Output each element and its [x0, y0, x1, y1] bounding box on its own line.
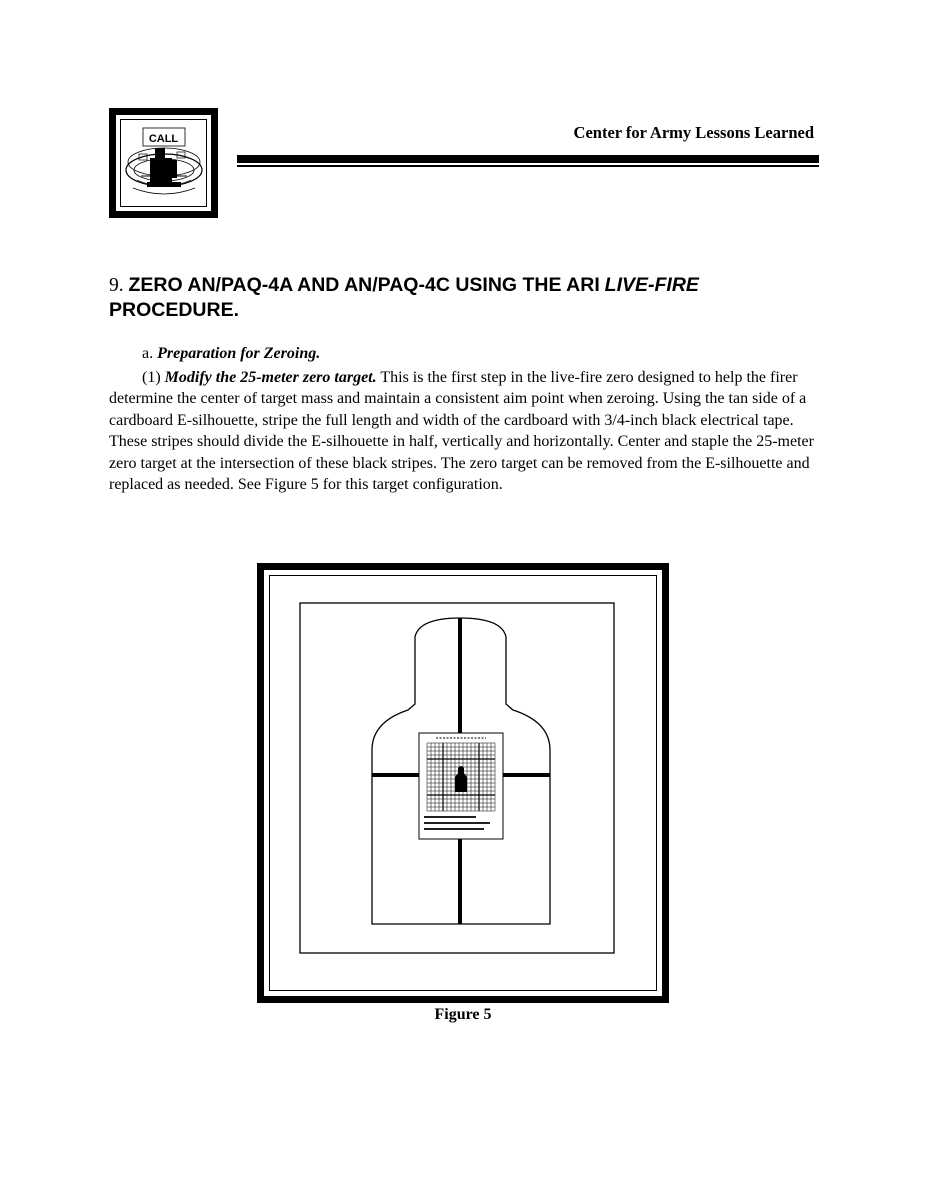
subsection-label: a. [142, 345, 154, 362]
section-title-part1: ZERO AN/PAQ-4A AND AN/PAQ-4C USING THE ARI [128, 274, 600, 296]
paragraph-lead: Modify the 25-meter zero target. [164, 369, 377, 386]
header-organization: Center for Army Lessons Learned [573, 123, 814, 142]
subsection-title: Preparation for Zeroing. [157, 345, 321, 362]
call-logo-emblem [120, 119, 207, 207]
section-title [109, 273, 809, 323]
figure-5-frame [257, 563, 669, 1003]
e-silhouette-target-figure [264, 570, 662, 996]
header-rule-thin [237, 165, 819, 167]
logo-text: CALL [148, 133, 179, 145]
section-number: 9. [109, 275, 124, 296]
body-paragraph [109, 367, 835, 495]
paragraph-label: (1) [142, 369, 161, 386]
figure-caption: Figure 5 [434, 1006, 492, 1023]
subsection-heading [142, 345, 320, 363]
paragraph-text: This is the first step in the live-fire zero designed to help the firer determine the center of target mass and maintain a consistent aim point when zeroing. Using the tan side of a cardboard E-silhouette, stripe the full length and width of the cardboard with 3/4-inch black electrical tape. These stripes should divide the E-silhouette in half, vertically and horizontally. Center and staple the 25-meter zero target at the intersection of these black stripes. The zero target can be removed from the E-silhouette and replaced as needed. See Figure 5 for this target configuration. [109, 369, 814, 494]
section-title-part2: PROCEDURE. [109, 299, 240, 321]
call-logo [109, 108, 218, 218]
section-title-emphasis: LIVE-FIRE [604, 274, 699, 296]
header-rule [237, 155, 819, 163]
